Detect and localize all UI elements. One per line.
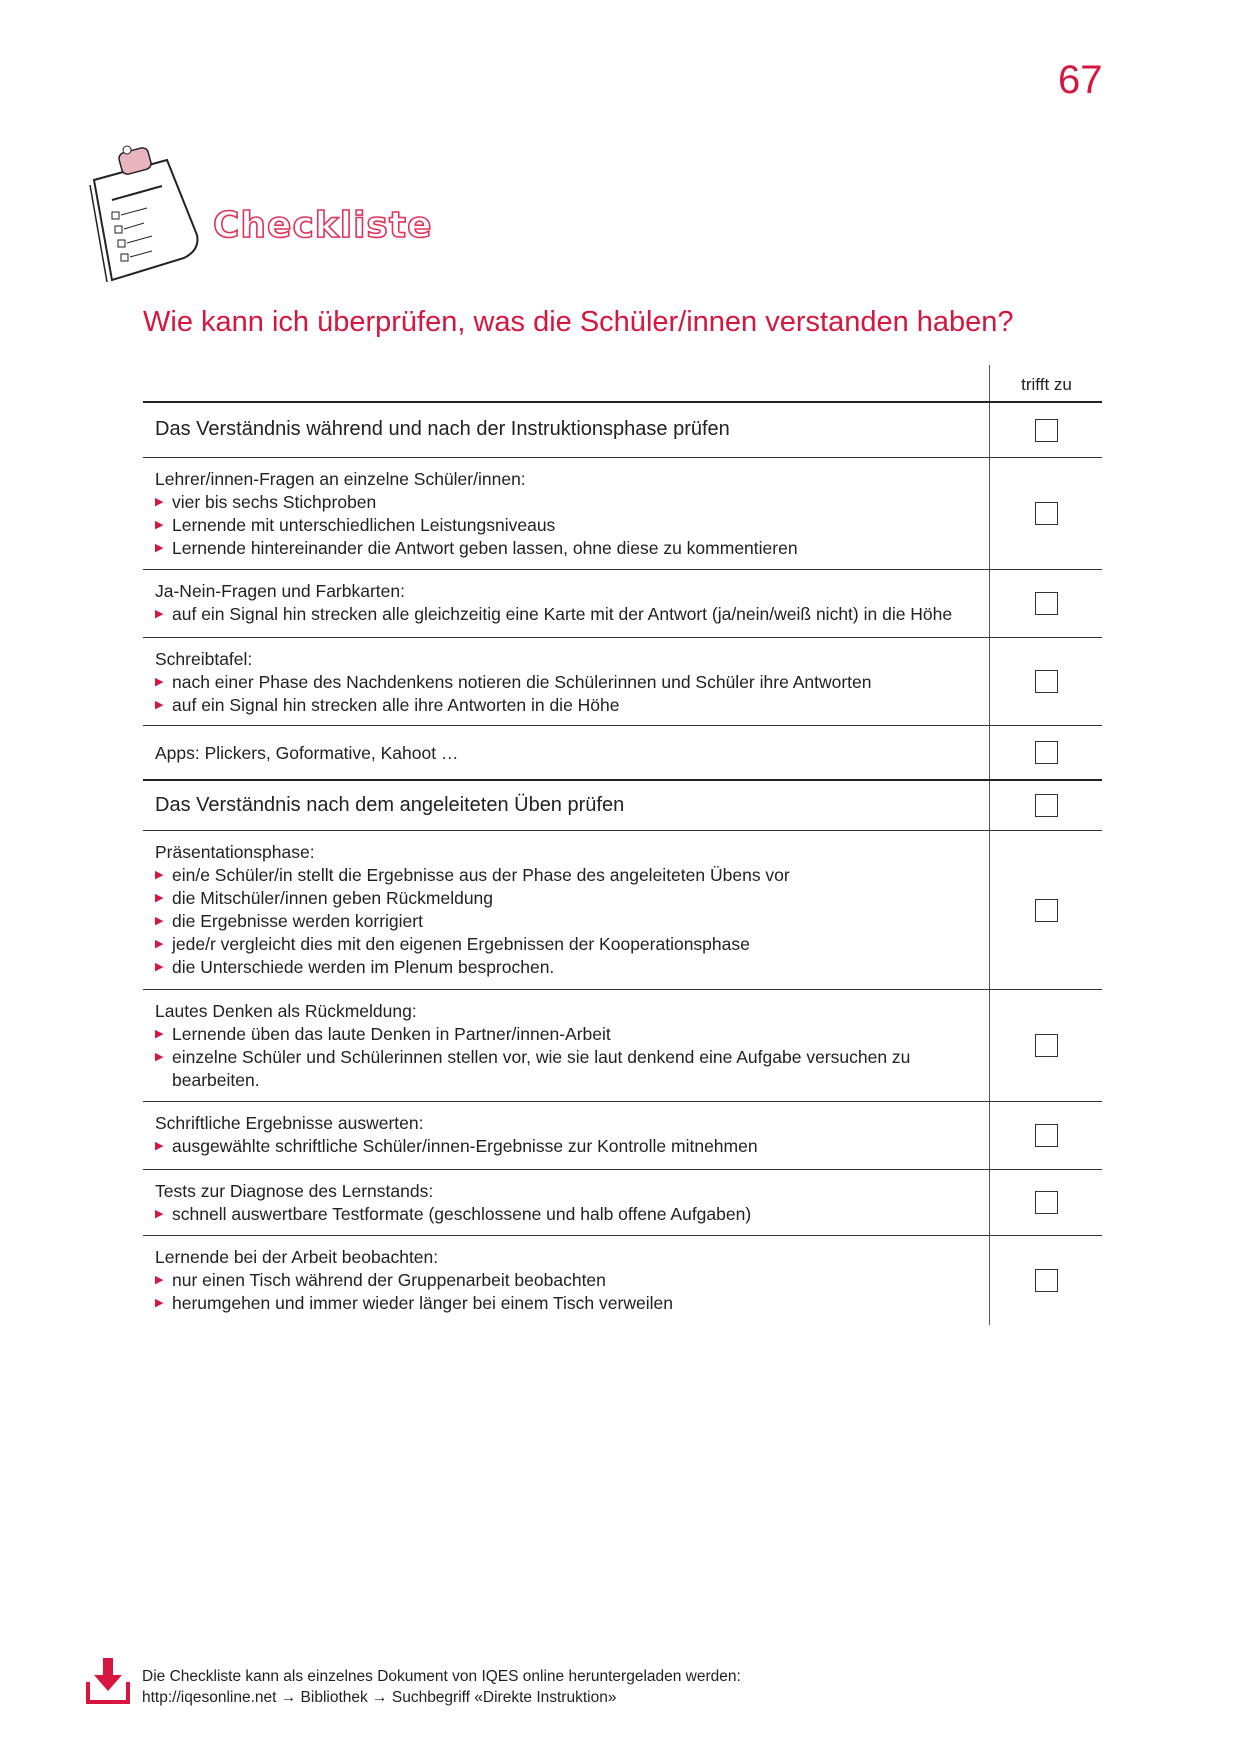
row-heading: Lernende bei der Arbeit beobachten: [155, 1247, 439, 1267]
bullet-text: schnell auswertbare Testformate (geschlossene und halb offene Aufgaben) [172, 1204, 752, 1224]
bullet-text: herumgehen und immer wieder länger bei einem Tisch verweilen [172, 1293, 673, 1313]
bullet-arrow-icon: ▶ [155, 676, 164, 688]
bullet-item [155, 671, 979, 694]
bullet-item [155, 1023, 979, 1046]
table-row [143, 726, 1102, 781]
bullet-arrow-icon: ▶ [155, 1051, 164, 1063]
bullet-arrow-icon: ▶ [155, 542, 164, 554]
row-heading: Apps: Plickers, Goformative, Kahoot … [155, 743, 459, 763]
bullet-item [155, 694, 979, 717]
bullet-text: einzelne Schüler und Schülerinnen stellen vor, wie sie laut denkend eine Aufgabe versuchen zu bearbeiten. [172, 1047, 911, 1090]
row-text [143, 1102, 989, 1168]
row-heading: Lautes Denken als Rückmeldung: [155, 1001, 417, 1021]
bullet-arrow-icon: ▶ [155, 1274, 164, 1286]
checkbox-cell [989, 403, 1103, 457]
bullet-arrow-icon: ▶ [155, 915, 164, 927]
bullet-text: die Mitschüler/innen geben Rückmeldung [172, 888, 494, 908]
bullet-item [155, 1292, 979, 1315]
bullet-item [155, 910, 979, 933]
row-text [143, 781, 989, 827]
column-header-trifft-zu: trifft zu [989, 365, 1103, 401]
bullet-arrow-icon: ▶ [155, 1028, 164, 1040]
bullet-item [155, 1203, 979, 1226]
bullet-item [155, 1269, 979, 1292]
bullet-arrow-icon: ▶ [155, 699, 164, 711]
row-heading: Lehrer/innen-Fragen an einzelne Schüler/innen: [155, 469, 526, 489]
bullet-arrow-icon: ▶ [155, 1297, 164, 1309]
checkbox-cell [989, 990, 1103, 1101]
trifft-zu-checkbox[interactable] [1035, 1269, 1058, 1292]
table-header [143, 365, 1102, 403]
checkbox-cell [989, 1102, 1103, 1169]
bullet-arrow-icon: ▶ [155, 608, 164, 620]
bullet-arrow-icon: ▶ [155, 1140, 164, 1152]
trifft-zu-checkbox[interactable] [1035, 1191, 1058, 1214]
section-row [143, 403, 1102, 458]
bullet-text: auf ein Signal hin strecken alle gleichzeitig eine Karte mit der Antwort (ja/nein/weiß nicht) in die Höhe [172, 604, 953, 624]
trifft-zu-checkbox[interactable] [1035, 670, 1058, 693]
row-text [143, 831, 989, 989]
checkbox-cell [989, 1170, 1103, 1235]
bullet-item [155, 491, 979, 514]
bullet-text: Lernende mit unterschiedlichen Leistungsniveaus [172, 515, 556, 535]
bullet-item [155, 514, 979, 537]
bullet-arrow-icon: ▶ [155, 519, 164, 531]
bullet-text: ausgewählte schriftliche Schüler/innen-Ergebnisse zur Kontrolle mitnehmen [172, 1136, 758, 1156]
row-text [143, 570, 989, 636]
checkbox-cell [989, 1236, 1103, 1325]
logo-label: Checkliste [213, 205, 433, 246]
checkbox-cell [989, 638, 1103, 725]
row-heading: Ja-Nein-Fragen und Farbkarten: [155, 581, 405, 601]
table-row [143, 1102, 1102, 1170]
footer-link[interactable]: http://iqesonline.net → Bibliothek → Suchbegriff «Direkte Instruktion» [142, 1689, 617, 1706]
table-row [143, 638, 1102, 726]
table-row [143, 1170, 1102, 1236]
bullet-arrow-icon: ▶ [155, 892, 164, 904]
row-text [143, 638, 989, 727]
row-heading: Tests zur Diagnose des Lernstands: [155, 1181, 434, 1201]
bullet-text: jede/r vergleicht dies mit den eigenen Ergebnissen der Kooperationsphase [172, 934, 750, 954]
bullet-text: die Ergebnisse werden korrigiert [172, 911, 423, 931]
bullet-item [155, 933, 979, 956]
bullet-arrow-icon: ▶ [155, 938, 164, 950]
bullet-item [155, 1046, 979, 1092]
row-heading: Schreibtafel: [155, 649, 253, 669]
bullet-arrow-icon: ▶ [155, 869, 164, 881]
bullet-arrow-icon: ▶ [155, 961, 164, 973]
checkbox-cell [989, 726, 1103, 779]
section-row [143, 781, 1102, 831]
bullet-item [155, 887, 979, 910]
trifft-zu-checkbox[interactable] [1035, 502, 1058, 525]
row-heading: Schriftliche Ergebnisse auswerten: [155, 1113, 424, 1133]
trifft-zu-checkbox[interactable] [1035, 899, 1058, 922]
page-number: 67 [1058, 58, 1103, 102]
row-text [143, 1236, 989, 1325]
bullet-item [155, 603, 979, 626]
row-text [143, 990, 989, 1102]
row-heading: Das Verständnis während und nach der Instruktionsphase prüfen [155, 418, 730, 440]
checkbox-cell [989, 781, 1103, 830]
trifft-zu-checkbox[interactable] [1035, 592, 1058, 615]
bullet-text: nach einer Phase des Nachdenkens notieren die Schülerinnen und Schüler ihre Antworten [172, 672, 872, 692]
bullet-item [155, 1135, 979, 1158]
bullet-text: die Unterschiede werden im Plenum besprochen. [172, 957, 555, 977]
table-row [143, 990, 1102, 1102]
bullet-text: Lernende üben das laute Denken in Partner/innen-Arbeit [172, 1024, 611, 1044]
footer-line-1: Die Checkliste kann als einzelnes Dokument von IQES online heruntergeladen werden: [142, 1668, 741, 1685]
table-row [143, 1236, 1102, 1325]
checkbox-cell [989, 570, 1103, 637]
checkbox-cell [989, 458, 1103, 569]
table-row [143, 458, 1102, 570]
trifft-zu-checkbox[interactable] [1035, 1034, 1058, 1057]
page-title: Wie kann ich überprüfen, was die Schüler/innen verstanden haben? [143, 306, 1014, 338]
footer [86, 1658, 986, 1708]
bullet-item [155, 864, 979, 887]
bullet-text: Lernende hintereinander die Antwort geben lassen, ohne diese zu kommentieren [172, 538, 798, 558]
bullet-item [155, 537, 979, 560]
bullet-item [155, 956, 979, 979]
trifft-zu-checkbox[interactable] [1035, 419, 1058, 442]
row-text [143, 403, 989, 451]
trifft-zu-checkbox[interactable] [1035, 1124, 1058, 1147]
row-heading: Das Verständnis nach dem angeleiteten Üben prüfen [155, 793, 625, 816]
bullet-text: nur einen Tisch während der Gruppenarbeit beobachten [172, 1270, 606, 1290]
table-row [143, 831, 1102, 990]
bullet-text: vier bis sechs Stichproben [172, 492, 377, 512]
download-icon [86, 1658, 130, 1704]
row-text [143, 1170, 989, 1236]
bullet-arrow-icon: ▶ [155, 496, 164, 508]
checklist-table [143, 365, 1102, 1325]
bullet-text: ein/e Schüler/in stellt die Ergebnisse aus der Phase des angeleiteten Übens vor [172, 865, 790, 885]
table-row [143, 570, 1102, 638]
trifft-zu-checkbox[interactable] [1035, 794, 1058, 817]
row-text [143, 458, 989, 570]
clipboard-icon [72, 140, 202, 285]
row-text [143, 726, 989, 775]
bullet-text: auf ein Signal hin strecken alle ihre Antworten in die Höhe [172, 695, 620, 715]
trifft-zu-checkbox[interactable] [1035, 741, 1058, 764]
bullet-arrow-icon: ▶ [155, 1208, 164, 1220]
checkbox-cell [989, 831, 1103, 989]
row-heading: Präsentationsphase: [155, 842, 315, 862]
